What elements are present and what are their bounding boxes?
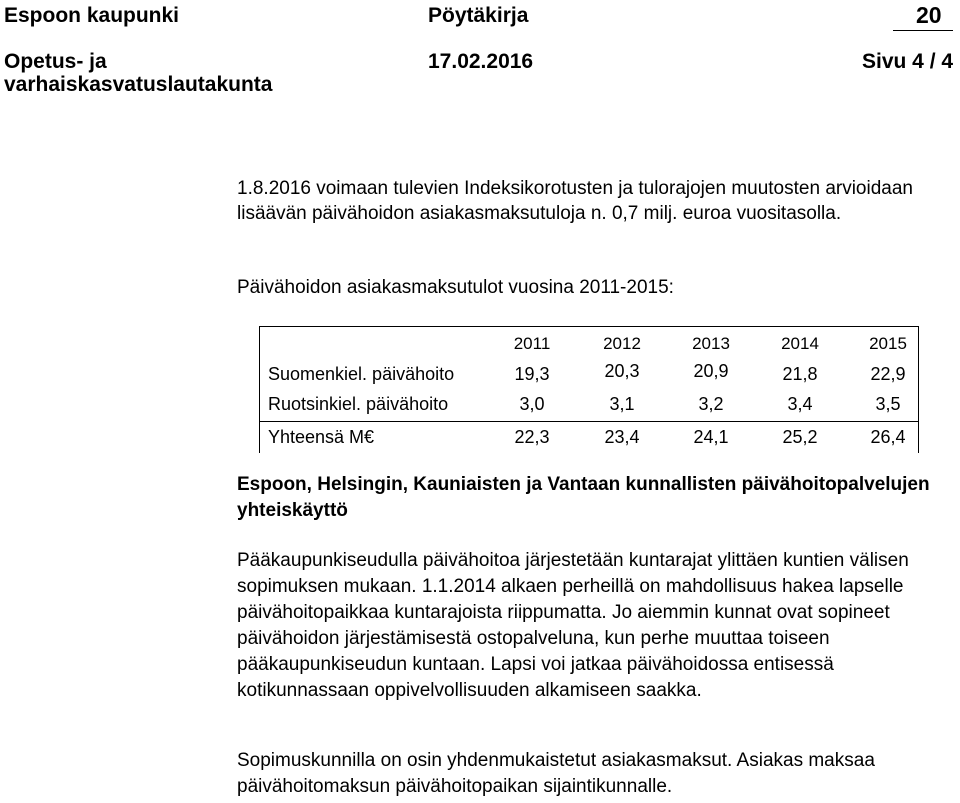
table-cell: 3,2 (698, 394, 724, 414)
section-paragraph-text: Sopimuskunnilla on osin yhdenmukaistetut asiakasmaksut. Asiakas maksaa päivähoitomaksun päivähoitopaikan sijaintikunnalle. (237, 750, 875, 797)
section-number: 20 (916, 2, 942, 28)
intro-text: 1.8.2016 voimaan tulevien Indeksikorotusten ja tulorajojen muutosten arvioidaan lisäävän päivähoidon asiakasmaksutuloja n. 0,7 milj. euroa vuositasolla. (237, 178, 913, 224)
organization-name: Espoon kaupunki (4, 4, 180, 27)
table-cell: 20,9 (693, 361, 729, 381)
section-paragraph (237, 748, 955, 800)
table-cell: 23,4 (604, 427, 640, 447)
row-label: Yhteensä M€ (268, 427, 375, 447)
committee-name-line1: Opetus- ja (4, 50, 107, 73)
table-cell: 3,0 (519, 394, 545, 414)
meeting-date: 17.02.2016 (428, 50, 534, 73)
table-caption (237, 275, 955, 301)
row-label: Suomenkiel. päivähoito (268, 364, 455, 384)
table-cell: 21,8 (782, 364, 818, 384)
table-cell: 22,9 (870, 364, 906, 384)
section-paragraph (237, 548, 955, 704)
year-header: 2011 (513, 334, 551, 353)
table-cell: 3,5 (875, 394, 901, 414)
table-cell: 22,3 (514, 427, 550, 447)
table-cell: 3,1 (609, 394, 635, 414)
fee-income-table (259, 326, 919, 453)
section-heading: Espoon, Helsingin, Kauniaisten ja Vantaan kunnallisten päivähoitopalvelujen yhteiskäyttö (237, 474, 930, 521)
table-header-row (260, 329, 918, 359)
table-cell: 3,4 (787, 394, 813, 414)
table-cell: 25,2 (782, 427, 818, 447)
section-paragraph-text: Pääkaupunkiseudulla päivähoitoa järjestetään kuntarajat ylittäen kuntien välisen sopimuksen mukaan. 1.1.2014 alkaen perheillä on mahdollisuus hakea lapselle päivähoitopaikkaa kuntarajoista riippumatta. Jo aiemmin kunnat ovat sopineet päivähoidon järjestämisestä ostopalveluna, kun perhe muuttaa toiseen pääkaupunkiseudun kuntaan. Lapsi voi jatkaa päivähoidossa entisessä kotikunnassaan oppivelvollisuuden alkamiseen saakka. (237, 550, 909, 701)
year-header: 2013 (692, 334, 730, 353)
row-label: Ruotsinkiel. päivähoito (268, 394, 449, 414)
table-row (260, 359, 918, 389)
table-cell: 26,4 (870, 427, 906, 447)
page-indicator: Sivu 4 / 4 (862, 50, 954, 73)
table-cell: 19,3 (514, 364, 550, 384)
table-total-row (260, 422, 918, 452)
year-header: 2015 (869, 334, 907, 353)
table-row (260, 389, 918, 419)
table-cell: 20,3 (604, 361, 640, 381)
document-type: Pöytäkirja (428, 4, 529, 27)
year-header: 2012 (603, 334, 641, 353)
intro-paragraph (237, 176, 955, 226)
section-number-underline (893, 30, 953, 31)
year-header: 2014 (781, 334, 819, 353)
committee-name-line2: varhaiskasvatuslautakunta (4, 73, 273, 96)
table-cell: 24,1 (693, 427, 729, 447)
table-caption-text: Päivähoidon asiakasmaksutulot vuosina 2011-2015: (237, 277, 674, 298)
